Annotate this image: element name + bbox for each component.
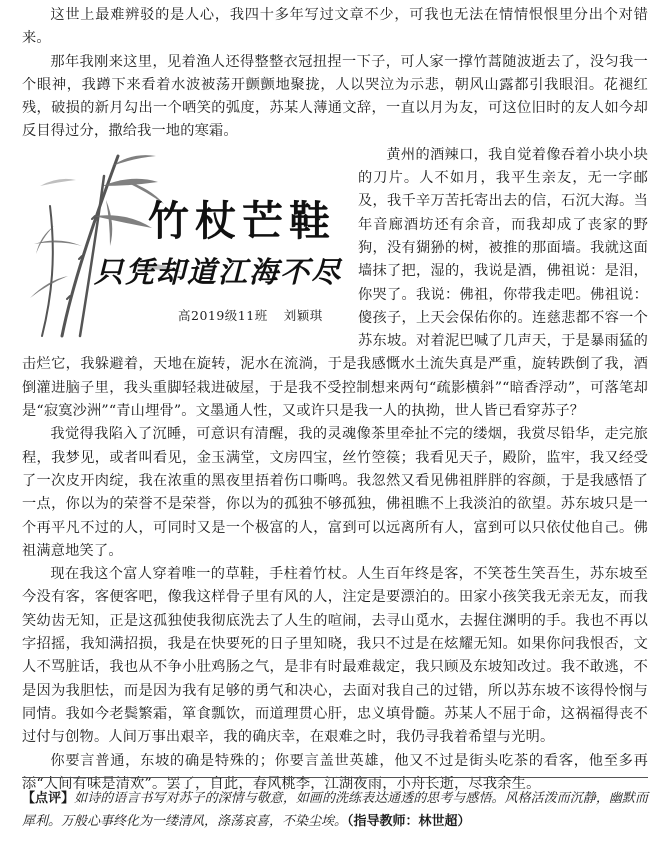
author-name: 刘颖琪: [283, 307, 323, 323]
paragraph-6: 你要言普通，东坡的确是特殊的；你要言盖世英雄，他又不过是街头吃茶的看客，他至多再添“人间有味是清欢”。罢了，自此，春风桃李，江湖夜雨，小舟长逝，尽我余生。: [22, 752, 648, 792]
paragraph-4: 我觉得我陷入了沉睡，可意识有清醒，我的灵魂像茶里牵扯不完的缕烟，我赏尽铅华，走完旅程，我梦见，或者叫看见，金玉满堂，文房四宝，丝竹箜篌；我看见天子，殿阶，监牢，我又经受了一次皮开肉绽，我在浓重的黑夜里捂着伤口嘶鸣。我忽然又看见佛祖胖胖的容颜，于是我感悟了一点，你以为的荣誉不是荣誉，你以为的孤独不够孤独，佛祖瞧不上我淡泊的欲望。苏东坡只是一个再平凡不过的人，可同时又是一个极富的人，富到可以远离所有人，富到可以只依仗他自己。佛祖满意地笑了。: [22, 426, 648, 559]
article-body: [22, 4, 648, 796]
comment-divider: [22, 777, 648, 778]
paragraph-2: 那年我刚来这里，见着渔人还得整整衣冠扭捏一下子，可人家一撑竹蒿随波逝去了，没匀我一个眼神，我蹲下来看着水波被荡开颤颤地聚拢，人以哭泣为示悲，朝风山露都引我眼泪。花褪红残，破损的新月勾出一个哂笑的弧度，苏某人薄通文辞，一直以月为友，可这位旧时的友人如今却反目得过分，撒给我一地的寒霜。: [22, 53, 648, 140]
author-byline: [178, 306, 323, 324]
comment-text: 如诗的语言书写对苏子的深情与敬意，如画的洗练表达通透的思考与感悟。风格活泼而沉静，幽默而犀利。万般心事终化为一缕清风，涤荡哀喜，不染尘埃。: [22, 791, 648, 829]
comment-teacher: （指导教师：林世超）: [347, 814, 471, 829]
figure-title: 竹杖芒鞋: [148, 196, 336, 245]
paragraph-1: 这世上最难辨驳的是人心，我四十多年写过文章不少，可我也无法在情情恨恨里分出个对错来。: [22, 7, 648, 47]
author-class: 高2019级11班: [178, 307, 268, 323]
figure-subtitle: 只凭却道江海不尽: [94, 254, 343, 289]
title-illustration: [22, 146, 350, 340]
comment-tag: 【点评】: [22, 791, 75, 806]
paragraph-5: 现在我这个富人穿着唯一的草鞋，手柱着竹杖。人生百年终是客，不笑苍生笑吾生，苏东坡至今没有客，客便客吧，像我这样骨子里有风的人，注定是要漂泊的。田家小孩笑我无亲无友，而我笑幼齿无知，正是这孤独使我彻底洗去了人生的喧闹，去寻山觅水，去握住渊明的手。我也不再以字招摇，我知满招损，我是在快要死的日子里知晓，我只不过是在炫耀无知。如果你问我恨否，文人不骂脏话，我也从不争小肚鸡肠之气，是非有时最难裁定，我只顾及东坡知改过。我不敢逃，不是因为我胆怯，而是因为我有足够的勇气和决心，去面对我自己的过错，所以苏东坡不该得怜悯与同情。我如今老鬓繁霜，箪食瓢饮，而道理贯心肝，忠义填骨髓。苏某人不屈于命，这祸福得丧不过付与创物。人间万事出艰辛，我的确庆幸，在艰难之时，我仍寻我着希望与光明。: [22, 566, 648, 746]
teacher-comment: [22, 787, 648, 833]
paragraph-3: 黄州的酒辣口，我自觉着像吞着小块小块的刀片。人不如月，我平生亲友，无一字邮及，我千辛万苦托寄出去的信，石沉大海。当年音廊酒坊还有余音，而我却成了丧家的野狗，没有猢狲的树，被推的那面墙。我就这面墙抹了把，湿的，我说是酒，佛祖说：是泪，你哭了。我说：佛祖，你带我走吧。佛祖说：傻孩子，上天会保佑你的。连慈悲都不容一个苏东坡。对着泥巴喊了几声天，于是暴雨猛的击烂它，我躲避着，天地在旋转，泥水在流淌，于是我感慨水土流失真是严重，旋转跌倒了我，酒倒灌进脑子里，我头重脚轻栽进破屋，于是我不受控制想来两句“疏影横斜”“暗香浮动”，可落笔却是“寂寞沙洲”“青山埋骨”。文墨通人性，又或许只是我一人的执拗，世人皆已看穿苏子？: [22, 146, 648, 420]
